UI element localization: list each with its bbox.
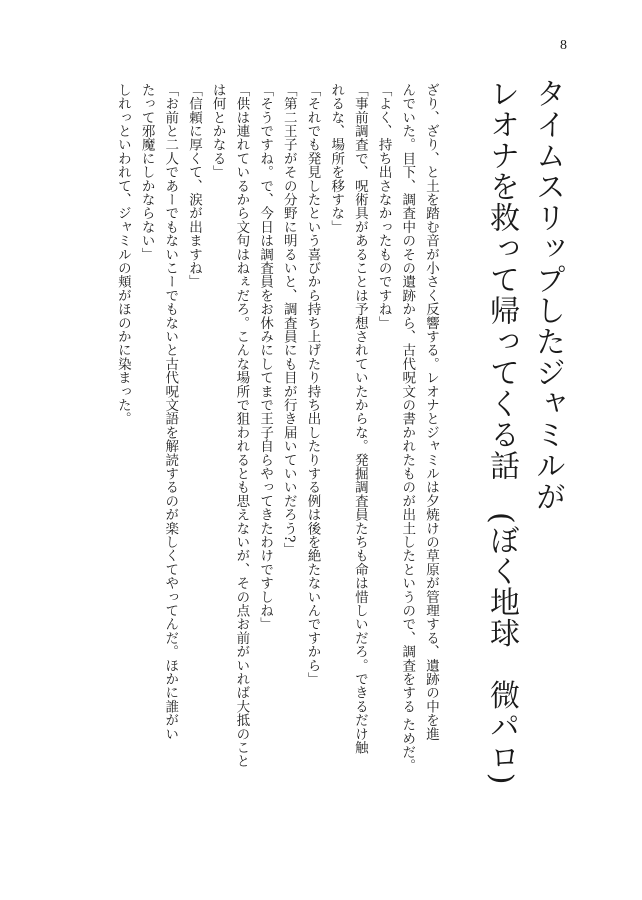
body-line: 「供は連れているから文句はねぇだろ。こんな場所で狙われるとも思えないが、その点お前がいれば大抵のこと: [233, 83, 250, 768]
title-line-1: タイムスリップしたジャミルが: [530, 78, 565, 512]
body-text: [110, 83, 442, 819]
body-line: れるな、場所を移すな」: [328, 83, 345, 234]
body-line: たって邪魔にしかならない」: [138, 83, 155, 262]
body-line: 「そうですね。で、今日は調査員をお休みにしてまで王子自らやってきたわけですしね」: [257, 83, 274, 631]
body-line: しれっといわれて、ジャミルの頬がほのかに染まった。: [114, 83, 131, 426]
body-line: ざり、ざり、と土を踏む音が小さく反響する。レオナとジャミルは夕焼けの草原が管理する、遺跡の中を進: [423, 83, 439, 741]
page-number: 8: [560, 38, 567, 53]
body-line: 「よく、持ち出さなかったものですね」: [375, 83, 392, 330]
body-line: 「それでも発見したという喜びから持ち上げたり持ち出したりする例は後を絶たないんですから」: [304, 83, 321, 686]
body-line: 「事前調査で、呪術具があることは予想されていたからな。発掘調査員たちも命は惜しいだろ。できるだけ触: [351, 83, 368, 755]
page-title: [478, 78, 570, 818]
title-line-2: レオナを救って帰ってくる話 (ぼく地球 微パロ): [484, 78, 519, 786]
body-line: は何とかなる」: [209, 83, 226, 179]
body-line: 「第二王子がその分野に明るいと、調査員にも目が行き届いていいだろう?」: [280, 83, 297, 557]
body-line: 「信頼に厚くて、涙が出ますね」: [185, 83, 202, 289]
body-line: 「お前と二人であーでもないこーでもないと古代呪文語を解読するのが楽しくてやってんだ。ほかに誰がい: [162, 83, 179, 741]
body-line: んでいた。目下、調査中のその遺跡から、古代呪文の書かれたものが出土したというので、調査をする ためだ。: [399, 83, 416, 773]
